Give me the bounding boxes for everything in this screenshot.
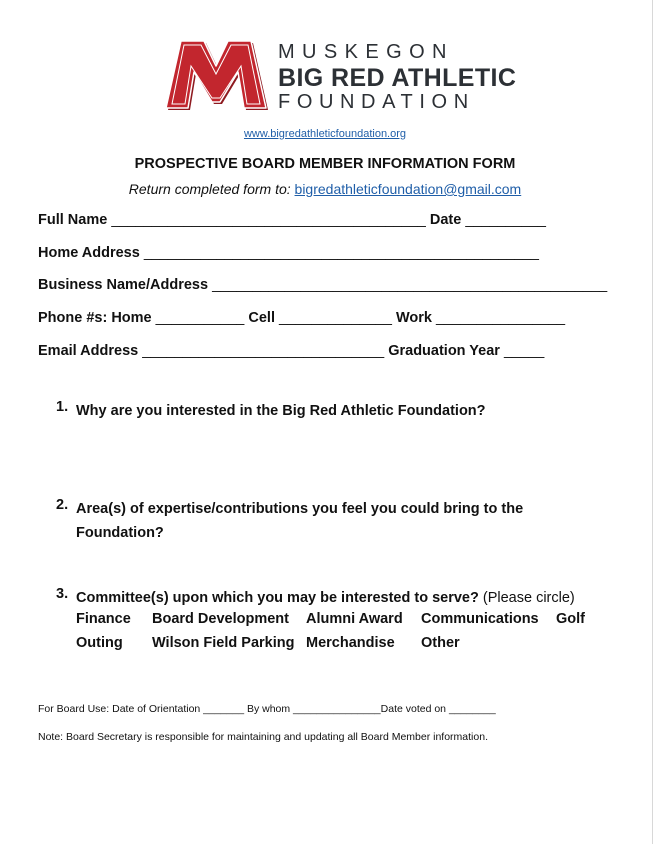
return-instructions bbox=[0, 181, 650, 197]
phone-home-blank: ___________ bbox=[155, 310, 245, 326]
cell-blank: ______________ bbox=[279, 310, 392, 326]
grad-year-label: Graduation Year bbox=[388, 343, 500, 359]
full-name-blank: _______________________________________ bbox=[111, 212, 426, 228]
committee-option[interactable]: Golf bbox=[556, 611, 585, 627]
question-text: Why are you interested in the Big Red Athletic Foundation? bbox=[76, 403, 486, 419]
work-blank: ________________ bbox=[435, 310, 566, 326]
phone-home-label: Phone #s: Home bbox=[38, 310, 152, 326]
question-number: 1. bbox=[56, 399, 69, 415]
email-blank: ______________________________ bbox=[142, 343, 385, 359]
phone-row bbox=[38, 310, 565, 326]
home-address-label: Home Address bbox=[38, 245, 140, 261]
question-number: 3. bbox=[56, 586, 69, 602]
committee-option[interactable]: Merchandise bbox=[306, 635, 395, 651]
business-blank: _________________________________________________ bbox=[212, 277, 608, 293]
foundation-logo bbox=[162, 36, 517, 116]
question-text: Committee(s) upon which you may be interested to serve? bbox=[76, 590, 479, 606]
question-text: Area(s) of expertise/contributions you feel you could bring to the Foundation? bbox=[76, 501, 524, 541]
page-edge bbox=[652, 0, 653, 844]
committee-option[interactable]: Alumni Award bbox=[306, 611, 403, 627]
secretary-note: Note: Board Secretary is responsible for maintaining and updating all Board Member information. bbox=[38, 731, 488, 743]
email-row bbox=[38, 343, 544, 359]
email-label: Email Address bbox=[38, 343, 139, 359]
logo-line-foundation: FOUNDATION bbox=[278, 91, 475, 113]
full-name-row bbox=[38, 212, 546, 228]
website-link[interactable]: www.bigredathleticfoundation.org bbox=[243, 128, 407, 140]
m-logo-icon bbox=[162, 36, 270, 110]
work-label: Work bbox=[395, 310, 432, 326]
logo-line-muskegon: MUSKEGON bbox=[278, 41, 454, 63]
return-label: Return completed form to: bbox=[128, 181, 291, 197]
question-number: 2. bbox=[56, 497, 69, 513]
home-address-blank: _________________________________________________ bbox=[143, 245, 539, 261]
home-address-row bbox=[38, 245, 539, 261]
committee-option[interactable]: Other bbox=[421, 635, 460, 651]
date-label: Date bbox=[429, 212, 462, 228]
cell-label: Cell bbox=[248, 310, 275, 326]
committee-option[interactable]: Wilson Field Parking bbox=[152, 635, 295, 651]
grad-year-blank: _____ bbox=[503, 343, 545, 359]
business-row bbox=[38, 277, 607, 293]
return-email-link[interactable]: bigredathleticfoundation@gmail.com bbox=[294, 181, 522, 197]
question-note: (Please circle) bbox=[482, 590, 575, 606]
committee-option[interactable]: Finance bbox=[76, 611, 131, 627]
committee-option[interactable]: Outing bbox=[76, 635, 123, 651]
committee-option[interactable]: Communications bbox=[421, 611, 539, 627]
date-blank: __________ bbox=[465, 212, 546, 228]
business-label: Business Name/Address bbox=[38, 277, 209, 293]
question-text-wrap bbox=[76, 586, 596, 610]
logo-line-big-red-athletic: BIG RED ATHLETIC bbox=[278, 64, 517, 92]
board-use-line: For Board Use: Date of Orientation _______ By whom _______________Date voted on ________ bbox=[38, 703, 496, 715]
committee-option[interactable]: Board Development bbox=[152, 611, 289, 627]
full-name-label: Full Name bbox=[38, 212, 108, 228]
form-title: PROSPECTIVE BOARD MEMBER INFORMATION FORM bbox=[134, 156, 516, 172]
